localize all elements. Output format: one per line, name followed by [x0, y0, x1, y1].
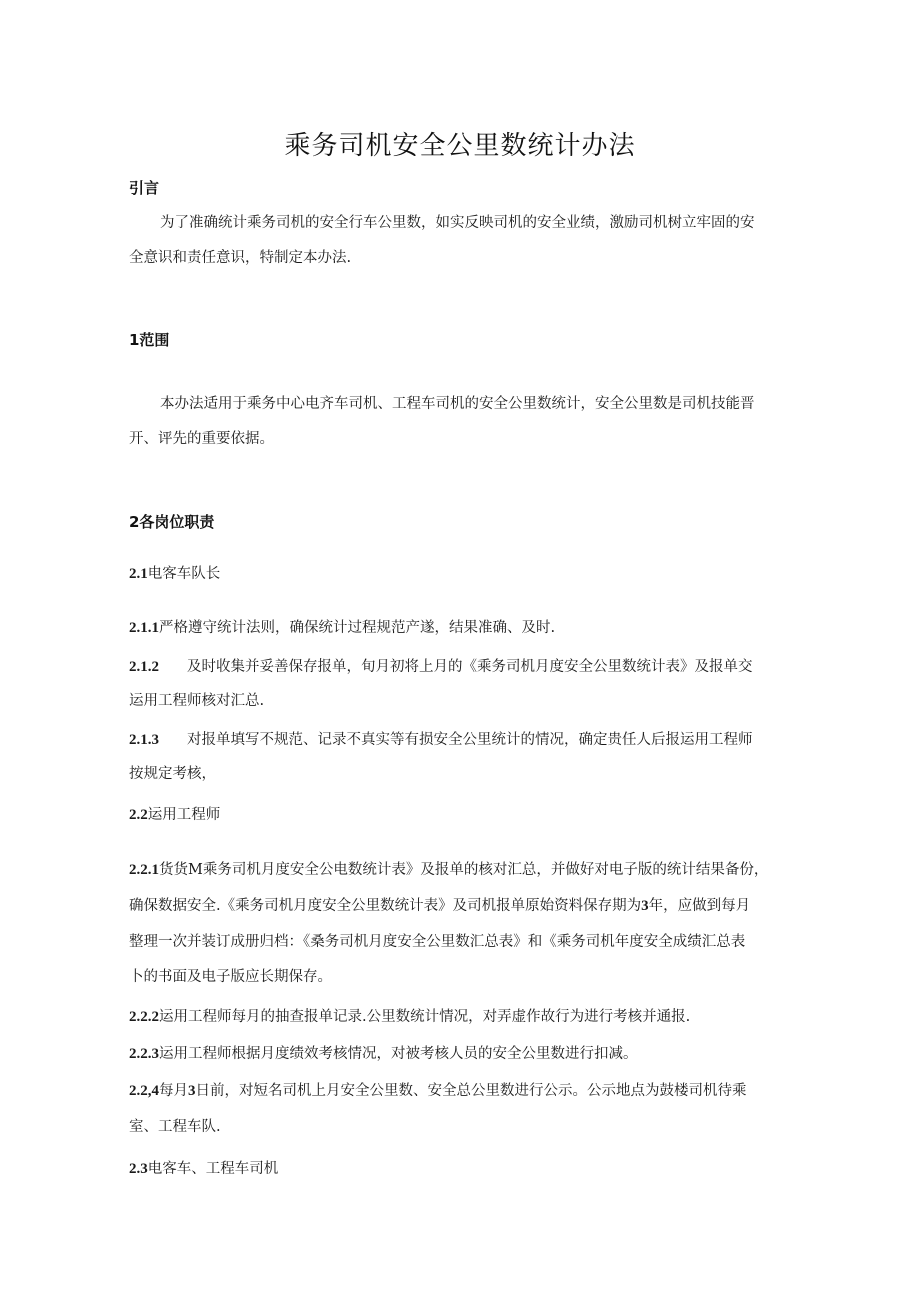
clause-number: 2.1.3	[129, 732, 159, 748]
clause-text: 对报单填写不规范、记录不真实等有损安全公里统计的情况，确定贵任人后报运用工程师	[187, 732, 753, 748]
clause-2-1-3	[129, 729, 753, 751]
clause-number: 2.2.2	[129, 1009, 159, 1025]
clause-text: 每月	[159, 1083, 188, 1099]
clause-number: 2.2	[129, 807, 148, 823]
clause-2-1-2-line-2: 运用工程师核对汇总.	[129, 693, 265, 709]
clause-text: 运用工程师	[147, 807, 221, 823]
clause-text: 及时收集并妥善保存报单，旬月初将上月的《乘务司机月度安全公里数统计表》及报单交	[187, 659, 753, 675]
clause-2-1-2	[129, 656, 753, 678]
section-1-heading: 1范围	[129, 331, 170, 349]
clause-2-2-4	[129, 1080, 747, 1102]
clause-inline-number: 3	[641, 898, 649, 914]
section-1-line-2: 开、评先的重要依据。	[129, 431, 274, 447]
clause-2-2-3	[129, 1043, 638, 1065]
clause-text: 电客车、工程车司机	[147, 1161, 279, 1177]
clause-number: 2.2.3	[129, 1046, 159, 1062]
page-title: 乘务司机安全公里数统计办法	[284, 131, 636, 161]
clause-text: 运用工程师每月的抽查报单记录.公里数统计情况，对弄虚作故行为进行考核并通报.	[159, 1009, 691, 1025]
clause-2-2-1-line-2	[129, 895, 750, 917]
clause-number: 2.2,4	[129, 1083, 159, 1099]
section-1-line-1: 本办法适用于乘务中心电齐车司机、工程车司机的安全公里数统计，安全公里数是司机技能晋	[160, 396, 755, 412]
clause-number: 2.1	[129, 566, 148, 582]
clause-2-2-1-line-4: 卜的书面及电子版应长期保存。	[129, 969, 332, 985]
clause-2-1	[129, 563, 220, 585]
clause-number: 2.3	[129, 1161, 148, 1177]
clause-text: 严格遵守统计法则，确保统计过程规范产遂，结果准确、及时.	[159, 620, 556, 636]
intro-line-2: 全意识和责任意识，特制定本办法.	[129, 250, 352, 266]
clause-number: 2.1.2	[129, 659, 159, 675]
clause-2-1-1	[129, 617, 555, 639]
clause-text: 日前，对短名司机上月安全公里数、安全总公里数进行公示。公示地点为鼓楼司机待乘	[195, 1083, 747, 1099]
clause-text: 确保数据安全.《乘务司机月度安全公里数统计表》及司机报单原始资料保存期为	[129, 898, 642, 914]
clause-2-2-4-line-2: 室、工程车队.	[129, 1119, 221, 1135]
clause-text: 运用工程师根据月度绩效考核情况，对被考核人员的安全公里数进行扣减。	[159, 1046, 638, 1062]
clause-text: 电客车队长	[147, 566, 221, 582]
clause-2-3	[129, 1158, 278, 1180]
section-2-heading: 2各岗位职责	[129, 513, 215, 531]
clause-2-1-3-line-2: 按规定考核，	[129, 766, 216, 782]
clause-2-2-2	[129, 1006, 690, 1028]
clause-number: 2.2.1	[129, 862, 159, 878]
clause-inline-number: 3	[188, 1083, 196, 1099]
intro-line-1: 为了准确统计乘务司机的安全行车公里数，如实反映司机的安全业绩，激励司机树立牢固的安	[160, 215, 755, 231]
clause-2-2-1-line-3: 整理一次并装订成册归档：《桑务司机月度安全公里数汇总表》和《乘务司机年度安全成绩汇总表	[129, 934, 746, 950]
intro-heading: 引言	[129, 179, 160, 197]
clause-text: 货货M乘务司机月度安全公电数统计表》及报单的核对汇总，并做好对电子版的统计结果备份，	[159, 862, 769, 878]
clause-text: 年，应做到每月	[648, 898, 751, 914]
clause-number: 2.1.1	[129, 620, 159, 636]
clause-2-2-1	[129, 859, 768, 881]
clause-2-2	[129, 804, 220, 826]
